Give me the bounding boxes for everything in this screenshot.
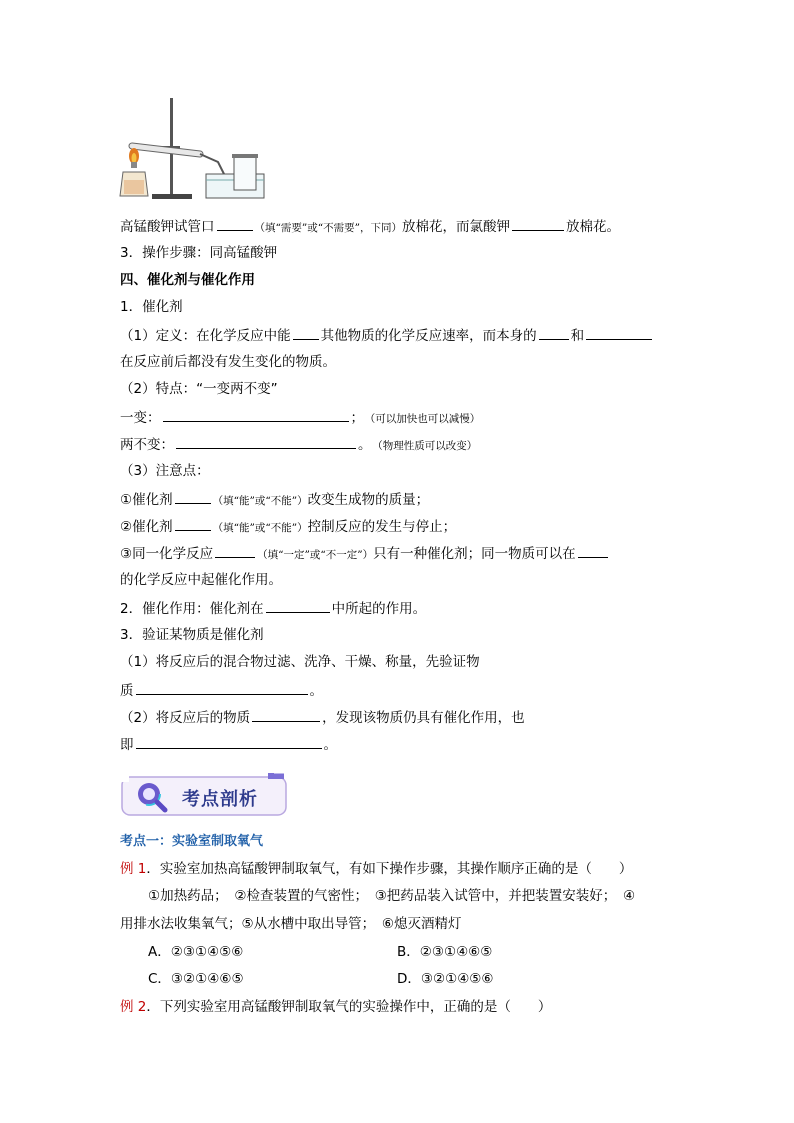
text: 两不变： <box>120 437 174 453</box>
text: 质 <box>120 683 134 699</box>
text: 高锰酸钾试管口 <box>120 219 215 235</box>
line-note-2 <box>120 517 456 537</box>
option-c[interactable]: C．③②①④⑥⑤ <box>148 971 244 987</box>
example-label: 例 2 <box>120 999 147 1015</box>
text: 控制反应的发生与停止； <box>307 519 457 535</box>
answer-blank[interactable] <box>578 544 608 558</box>
answer-blank[interactable] <box>539 326 569 340</box>
option-d[interactable]: D．③②①④⑤⑥ <box>397 971 494 987</box>
text: 改变生成物的质量； <box>307 492 430 508</box>
line-note-3 <box>120 544 610 564</box>
line-definition <box>120 326 654 345</box>
text: ．下列实验室用高锰酸钾制取氧气的实验操作中，正确的是（ ） <box>146 999 552 1015</box>
answer-blank[interactable] <box>217 217 253 231</box>
text: ①催化剂 <box>120 492 173 508</box>
answer-blank[interactable] <box>586 326 652 340</box>
line-features: （2）特点：“一变两不变” <box>120 381 278 397</box>
fill-hint: （填“需要”或“不需要”，下同） <box>254 222 402 234</box>
text: ②催化剂 <box>120 519 173 535</box>
line-steps: 3．操作步骤：同高锰酸钾 <box>120 245 278 261</box>
text: （2）将反应后的物质 <box>120 710 251 726</box>
line-cotton <box>120 217 620 237</box>
fill-hint: （物理性质可以改变） <box>377 440 478 452</box>
text: 。 <box>309 683 323 699</box>
text: 和 <box>570 328 585 344</box>
line-catalysis <box>120 599 426 618</box>
option-a[interactable]: A．②③①④⑤⑥ <box>148 944 244 960</box>
option-b[interactable]: B．②③①④⑥⑤ <box>397 944 493 960</box>
answer-blank[interactable] <box>136 735 322 749</box>
line-definition-cont: 在反应前后都没有发生变化的物质。 <box>120 354 336 370</box>
answer-blank[interactable] <box>176 435 356 449</box>
example-1-stem <box>120 860 632 878</box>
answer-blank[interactable] <box>252 708 320 722</box>
badge-title: 考点剖析 <box>182 789 258 810</box>
line-note-1 <box>120 490 429 510</box>
line-verify-2 <box>120 708 525 727</box>
line-verify: 3．验证某物质是催化剂 <box>120 627 264 643</box>
example-1-steps-cont: 用排水法收集氧气；⑤从水槽中取出导管； ⑥熄灭酒精灯 <box>120 916 462 932</box>
text: ③同一化学反应 <box>120 546 214 562</box>
magnifier-icon <box>134 779 170 815</box>
text: 即 <box>120 737 134 753</box>
example-2-stem <box>120 998 551 1016</box>
line-notes: （3）注意点： <box>120 463 210 479</box>
text: 。 <box>358 437 372 453</box>
text: 放棉花，而氯酸钾 <box>401 219 510 235</box>
answer-blank[interactable] <box>136 681 308 695</box>
answer-blank[interactable] <box>163 408 349 422</box>
example-label: 例 1 <box>120 861 147 877</box>
kaodian-heading: 考点一：实验室制取氧气 <box>120 834 264 849</box>
answer-blank[interactable] <box>215 544 255 558</box>
example-1-steps: ①加热药品； ②检查装置的气密性； ③把药品装入试管中，并把装置安装好； ④ <box>148 888 636 904</box>
answer-blank[interactable] <box>175 517 211 531</box>
answer-blank[interactable] <box>293 326 319 340</box>
text: ，发现该物质仍具有催化作用，也 <box>322 710 525 726</box>
answer-blank[interactable] <box>512 217 564 231</box>
text: 中所起的作用。 <box>331 601 427 617</box>
line-one-change <box>120 408 480 428</box>
text: 放棉花。 <box>565 219 620 235</box>
text: ； <box>350 410 364 426</box>
answer-blank[interactable] <box>175 490 211 504</box>
line-note-3-cont: 的化学反应中起催化作用。 <box>120 572 282 588</box>
fill-hint: （填“能”或“不能”） <box>212 522 308 534</box>
section-heading-catalyst: 四、催化剂与催化作用 <box>120 272 255 288</box>
text: 。 <box>323 737 337 753</box>
fill-hint: （填“一定”或“不一定”） <box>257 549 374 561</box>
line-verify-1: （1）将反应后的混合物过滤、洗净、干燥、称量，先验证物 <box>120 654 480 670</box>
text: ．实验室加热高锰酸钾制取氧气，有如下操作步骤，其操作顺序正确的是（ ） <box>146 861 633 877</box>
text: （1）定义：在化学反应中能 <box>120 328 291 344</box>
line-verify-1-cont <box>120 681 323 700</box>
subheading-catalyst: 1．催化剂 <box>120 299 183 315</box>
fill-hint: （可以加快也可以减慢） <box>370 413 481 425</box>
text: 其他物质的化学反应速率，而本身的 <box>320 328 537 344</box>
line-verify-2-cont <box>120 735 337 754</box>
text: 2．催化作用：催化剂在 <box>120 601 264 617</box>
line-two-unchanged <box>120 435 477 455</box>
text: 一变： <box>120 410 161 426</box>
section-badge <box>118 771 290 819</box>
text: 只有一种催化剂；同一物质可以在 <box>373 546 576 562</box>
oxygen-apparatus-figure <box>118 96 268 208</box>
fill-hint: （填“能”或“不能”） <box>212 495 308 507</box>
answer-blank[interactable] <box>266 599 330 613</box>
